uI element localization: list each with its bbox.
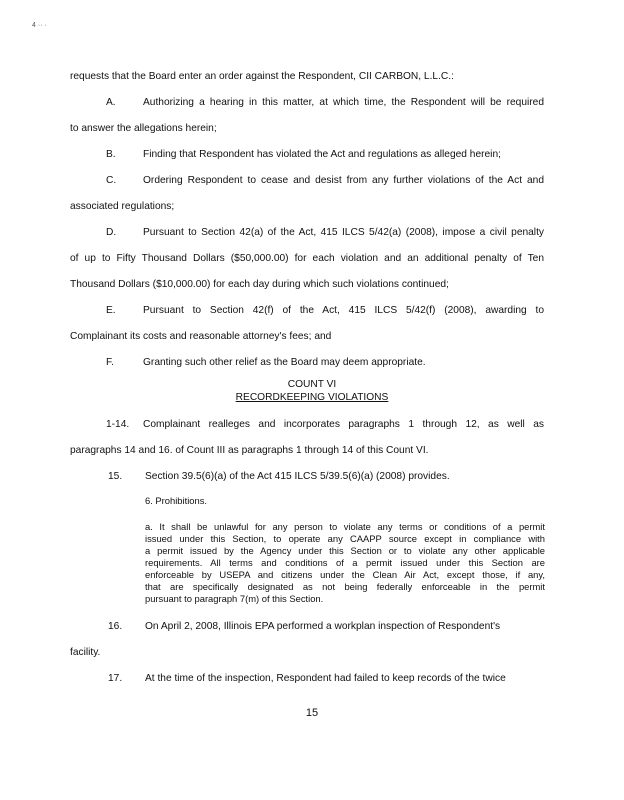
relief-f-line-1: Granting such other relief as the Board may deem appropriate. [143, 357, 426, 368]
relief-c-line-1: Ordering Respondent to cease and desist from any further violations of the Act and [143, 175, 544, 186]
relief-b-line-1: Finding that Respondent has violated the Act and regulations as alleged herein; [143, 149, 501, 160]
quote-line-3: a permit issued by the Agency under this Section or to violate any other applicable [145, 545, 545, 556]
quote-line-7: pursuant to paragraph 7(m) of this Section. [145, 593, 324, 604]
paragraph-1-14-line-1: Complainant realleges and incorporates paragraphs 1 through 12, as well as [143, 419, 544, 430]
quote-heading: 6. Prohibitions. [145, 495, 208, 506]
paragraph-15-line-1: Section 39.5(6)(a) of the Act 415 ILCS 5/39.5(6)(a) (2008) provides. [145, 471, 450, 482]
count-title: COUNT VI [287, 379, 337, 390]
relief-e-line-1: Pursuant to Section 42(f) of the Act, 415 ILCS 5/42(f) (2008), awarding to [143, 305, 544, 316]
relief-a-line-2: to answer the allegations herein; [70, 123, 217, 134]
paragraph-16-line-2: facility. [70, 647, 101, 658]
relief-e-line-2: Complainant its costs and reasonable attorney's fees; and [70, 331, 332, 342]
paragraph-label-1-14: 1-14. [106, 419, 130, 430]
relief-a-line-1: Authorizing a hearing in this matter, at which time, the Respondent will be required [143, 97, 544, 108]
paragraph-label-15: 15. [108, 471, 123, 482]
quote-line-1: a. It shall be unlawful for any person to violate any terms or conditions of a permit [145, 521, 545, 532]
quote-line-4: requirements. All terms and conditions of a permit issued under this Section are [145, 557, 545, 568]
relief-d-line-2: of up to Fifty Thousand Dollars ($50,000.00) for each violation and an additional penalty of Ten [70, 253, 544, 264]
paragraph-1-14-line-2: paragraphs 14 and 16. of Count III as paragraphs 1 through 14 of this Count VI. [70, 445, 429, 456]
relief-label-f: F. [106, 357, 114, 368]
quote-line-6: that are specifically designated as not being federally enforceable in the permit [145, 581, 545, 592]
relief-c-line-2: associated regulations; [70, 201, 175, 212]
paragraph-label-16: 16. [108, 621, 123, 632]
paragraph-label-17: 17. [108, 673, 123, 684]
relief-d-line-3: Thousand Dollars ($10,000.00) for each day during which such violations continued; [70, 279, 449, 290]
relief-label-c: C. [106, 175, 117, 186]
count-subtitle: RECORDKEEPING VIOLATIONS [235, 392, 389, 403]
relief-label-e: E. [106, 305, 116, 316]
relief-label-d: D. [106, 227, 117, 238]
paragraph-17-line-1: At the time of the inspection, Respondent had failed to keep records of the twice [145, 673, 506, 684]
page-number: 15 [305, 707, 319, 719]
scan-mark: 4 ·· · [32, 22, 47, 29]
quote-line-2: issued under this Section, to operate any CAAPP source except in compliance with [145, 533, 545, 544]
relief-d-line-1: Pursuant to Section 42(a) of the Act, 415 ILCS 5/42(a) (2008), impose a civil penalty [143, 227, 544, 238]
relief-label-a: A. [106, 97, 116, 108]
intro-line: requests that the Board enter an order against the Respondent, CII CARBON, L.L.C.: [70, 71, 454, 82]
paragraph-16-line-1: On April 2, 2008, Illinois EPA performed a workplan inspection of Respondent's [145, 621, 501, 632]
relief-label-b: B. [106, 149, 116, 160]
quote-line-5: enforceable by USEPA and citizens under the Clean Air Act, except those, if any, [145, 569, 545, 580]
